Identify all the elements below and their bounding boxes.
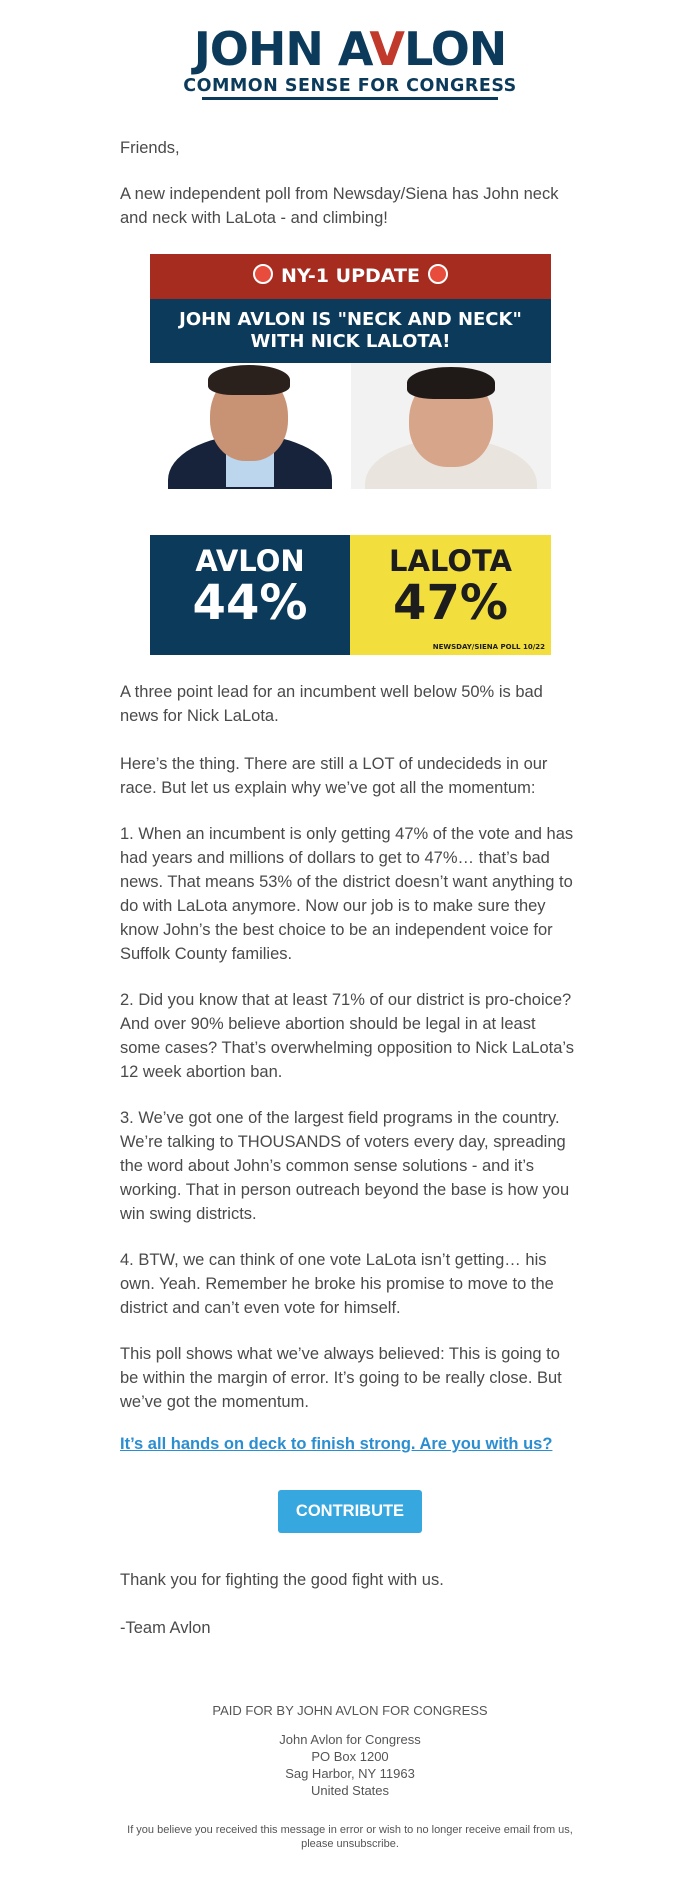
address-line: United States [310,1783,390,1798]
lalota-percent: 47% [393,575,508,631]
poll-source-note: NEWSDAY/SIENA POLL 10/22 [432,643,545,651]
avlon-name: AVLON [195,544,305,578]
headline-bar [150,299,551,363]
avlon-photo [150,363,350,489]
body-paragraph: 4. BTW, we can think of one vote LaLota isn’t getting… his own. Yeah. Remember he broke his promise to move to the district and can’t even vote for himself. [120,1251,554,1317]
address-line: John Avlon for Congress [279,1732,421,1747]
lalota-hair [407,367,495,399]
logo-name-part1: JOHN A [193,22,370,76]
body-paragraph: This poll shows what we’ve always believed: This is going to be within the margin of error. It’s going to be really close. But we’ve got the momentum. [120,1345,562,1411]
contribute-button[interactable]: CONTRIBUTE [278,1490,422,1533]
avlon-result-panel [150,535,350,655]
avlon-hair [208,365,290,395]
logo-divider [202,97,498,100]
mailing-address [0,1731,700,1799]
logo-tagline: COMMON SENSE FOR CONGRESS [183,76,517,96]
paid-for-disclaimer: PAID FOR BY JOHN AVLON FOR CONGRESS [212,1703,488,1718]
body-paragraph: 3. We’ve got one of the largest field programs in the country. We’re talking to THOUSANDS of voters every day, spreading the word about John’s common sense solutions - and it’s working. That in person outreach beyond the base is how you win swing districts. [120,1109,570,1223]
signature: -Team Avlon [120,1619,211,1637]
intro-paragraph: A new independent poll from Newsday/Siena has John neck and neck with LaLota - and climbing! [120,185,559,227]
logo-name-part2: LON [404,22,507,76]
address-line: PO Box 1200 [311,1749,389,1764]
address-line: Sag Harbor, NY 11963 [285,1766,415,1781]
avlon-percent: 44% [192,575,308,631]
lalota-name: LALOTA [389,544,512,578]
greeting: Friends, [120,139,180,157]
logo-name-accent: V [369,22,405,76]
cta-link[interactable]: It’s all hands on deck to finish strong. Are you with us? [120,1435,553,1453]
poll-graphic [150,254,551,655]
closing-line: Thank you for fighting the good fight with us. [120,1571,444,1589]
siren-icon [428,264,448,284]
unsubscribe-notice[interactable]: If you believe you received this message in error or wish to no longer receive email from us, please unsubscribe. [127,1824,573,1850]
siren-icon [253,264,273,284]
body-paragraph: 1. When an incumbent is only getting 47% of the vote and has had years and millions of dollars to get to 47%… that’s bad news. That means 53% of the district doesn’t want anything to do with LaLota anymore. Now our job is to make sure they know John’s the best choice to be an independent voice for Suffolk County families. [120,825,574,963]
lalota-result-panel [350,535,551,655]
logo-name [0,24,700,74]
campaign-logo[interactable] [0,24,700,100]
lalota-photo [351,363,551,489]
banner-title-bar [150,254,551,299]
headline-line2: WITH NICK LALOTA! [250,331,451,352]
body-paragraph: 2. Did you know that at least 71% of our district is pro-choice? And over 90% believe abortion should be legal in at least some cases? That’s overwhelming opposition to Nick LaLota’s 12 week abortion ban. [120,991,574,1081]
body-paragraph: Here’s the thing. There are still a LOT of undecideds in our race. But let us explain why we’ve got all the momentum: [120,755,548,797]
candidate-photos [150,363,551,489]
banner-title: NY-1 UPDATE [281,265,420,287]
body-paragraph: A three point lead for an incumbent well below 50% is bad news for Nick LaLota. [120,683,543,725]
headline-line1: JOHN AVLON IS "NECK AND NECK" [179,309,522,330]
